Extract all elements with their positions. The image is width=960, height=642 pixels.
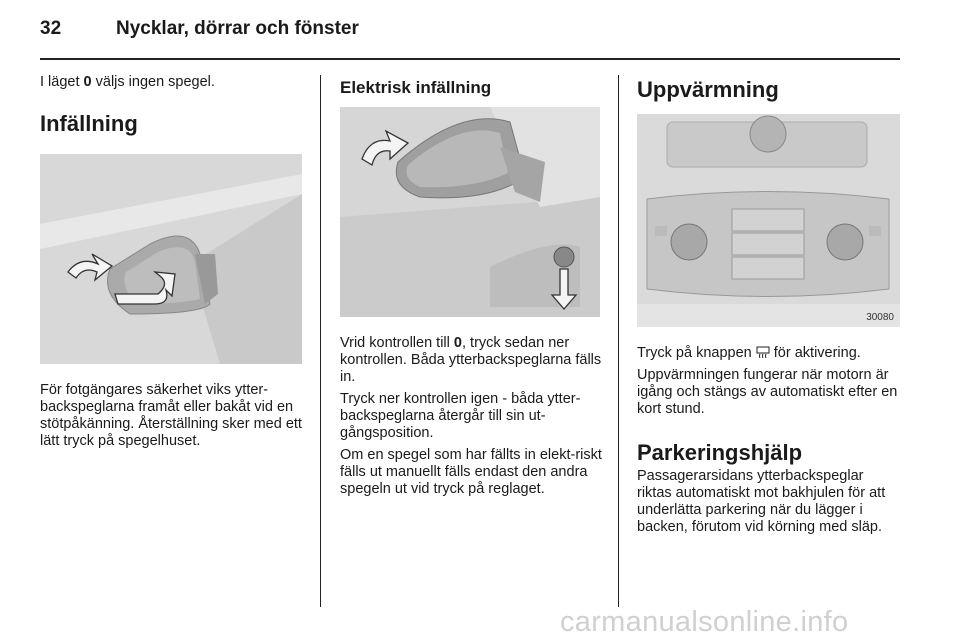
figure-electric-fold — [340, 107, 600, 317]
chapter-title: Nycklar, dörrar och fönster — [116, 18, 359, 39]
column-divider — [320, 75, 321, 607]
body-text-1: Vrid kontrollen till 0, tryck sedan ner kontrollen. Båda ytterbackspeglarna fälls in. — [340, 335, 602, 385]
section-heading: Uppvärmning — [637, 77, 779, 102]
body-text-2: Tryck ner kontrollen igen - båda ytter-backspeglarna återgår till sin ut-gångsposition. — [340, 391, 581, 441]
page-header — [40, 18, 359, 40]
body-text-1: Tryck på knappen för aktivering. — [637, 345, 861, 361]
column-middle — [340, 62, 602, 498]
watermark: carmanualsonline.info — [560, 606, 849, 638]
body-text-3: Om en spegel som har fällts in elekt-riskt fälls ut manuellt fälls endast den andra spegeln ut vid tryck på reglaget. — [340, 447, 602, 497]
intro-text: I läget 0 väljs ingen spegel. — [40, 74, 215, 90]
body-text-3: Passagerarsidans ytterbackspeglar riktas automatiskt mot bakhjulen för att underlätta parkering när du lägger i backen, förutom vid körning med släp. — [637, 468, 886, 535]
mirror-heating-icon — [756, 346, 770, 358]
header-rule — [40, 58, 900, 60]
figure-number: 30080 — [866, 312, 894, 323]
section-heading: Elektrisk infällning — [340, 78, 492, 97]
column-divider — [618, 75, 619, 607]
section-heading-2: Parkeringshjälp — [637, 440, 803, 465]
column-right — [637, 62, 902, 536]
page-number: 32 — [40, 18, 62, 39]
section-heading: Infällning — [40, 111, 138, 136]
body-text: För fotgängares säkerhet viks ytter-backspeglarna framåt eller bakåt vid en stötpåkänning. Återställning sker med ett lätt tryck på spegelhuset. — [40, 382, 302, 449]
body-text-2: Uppvärmningen fungerar när motorn är igång och stängs av automatiskt efter en kort stund. — [637, 367, 898, 417]
figure-mirror-fold — [40, 154, 302, 364]
figure-control-panel — [637, 114, 900, 327]
column-left — [40, 62, 302, 450]
